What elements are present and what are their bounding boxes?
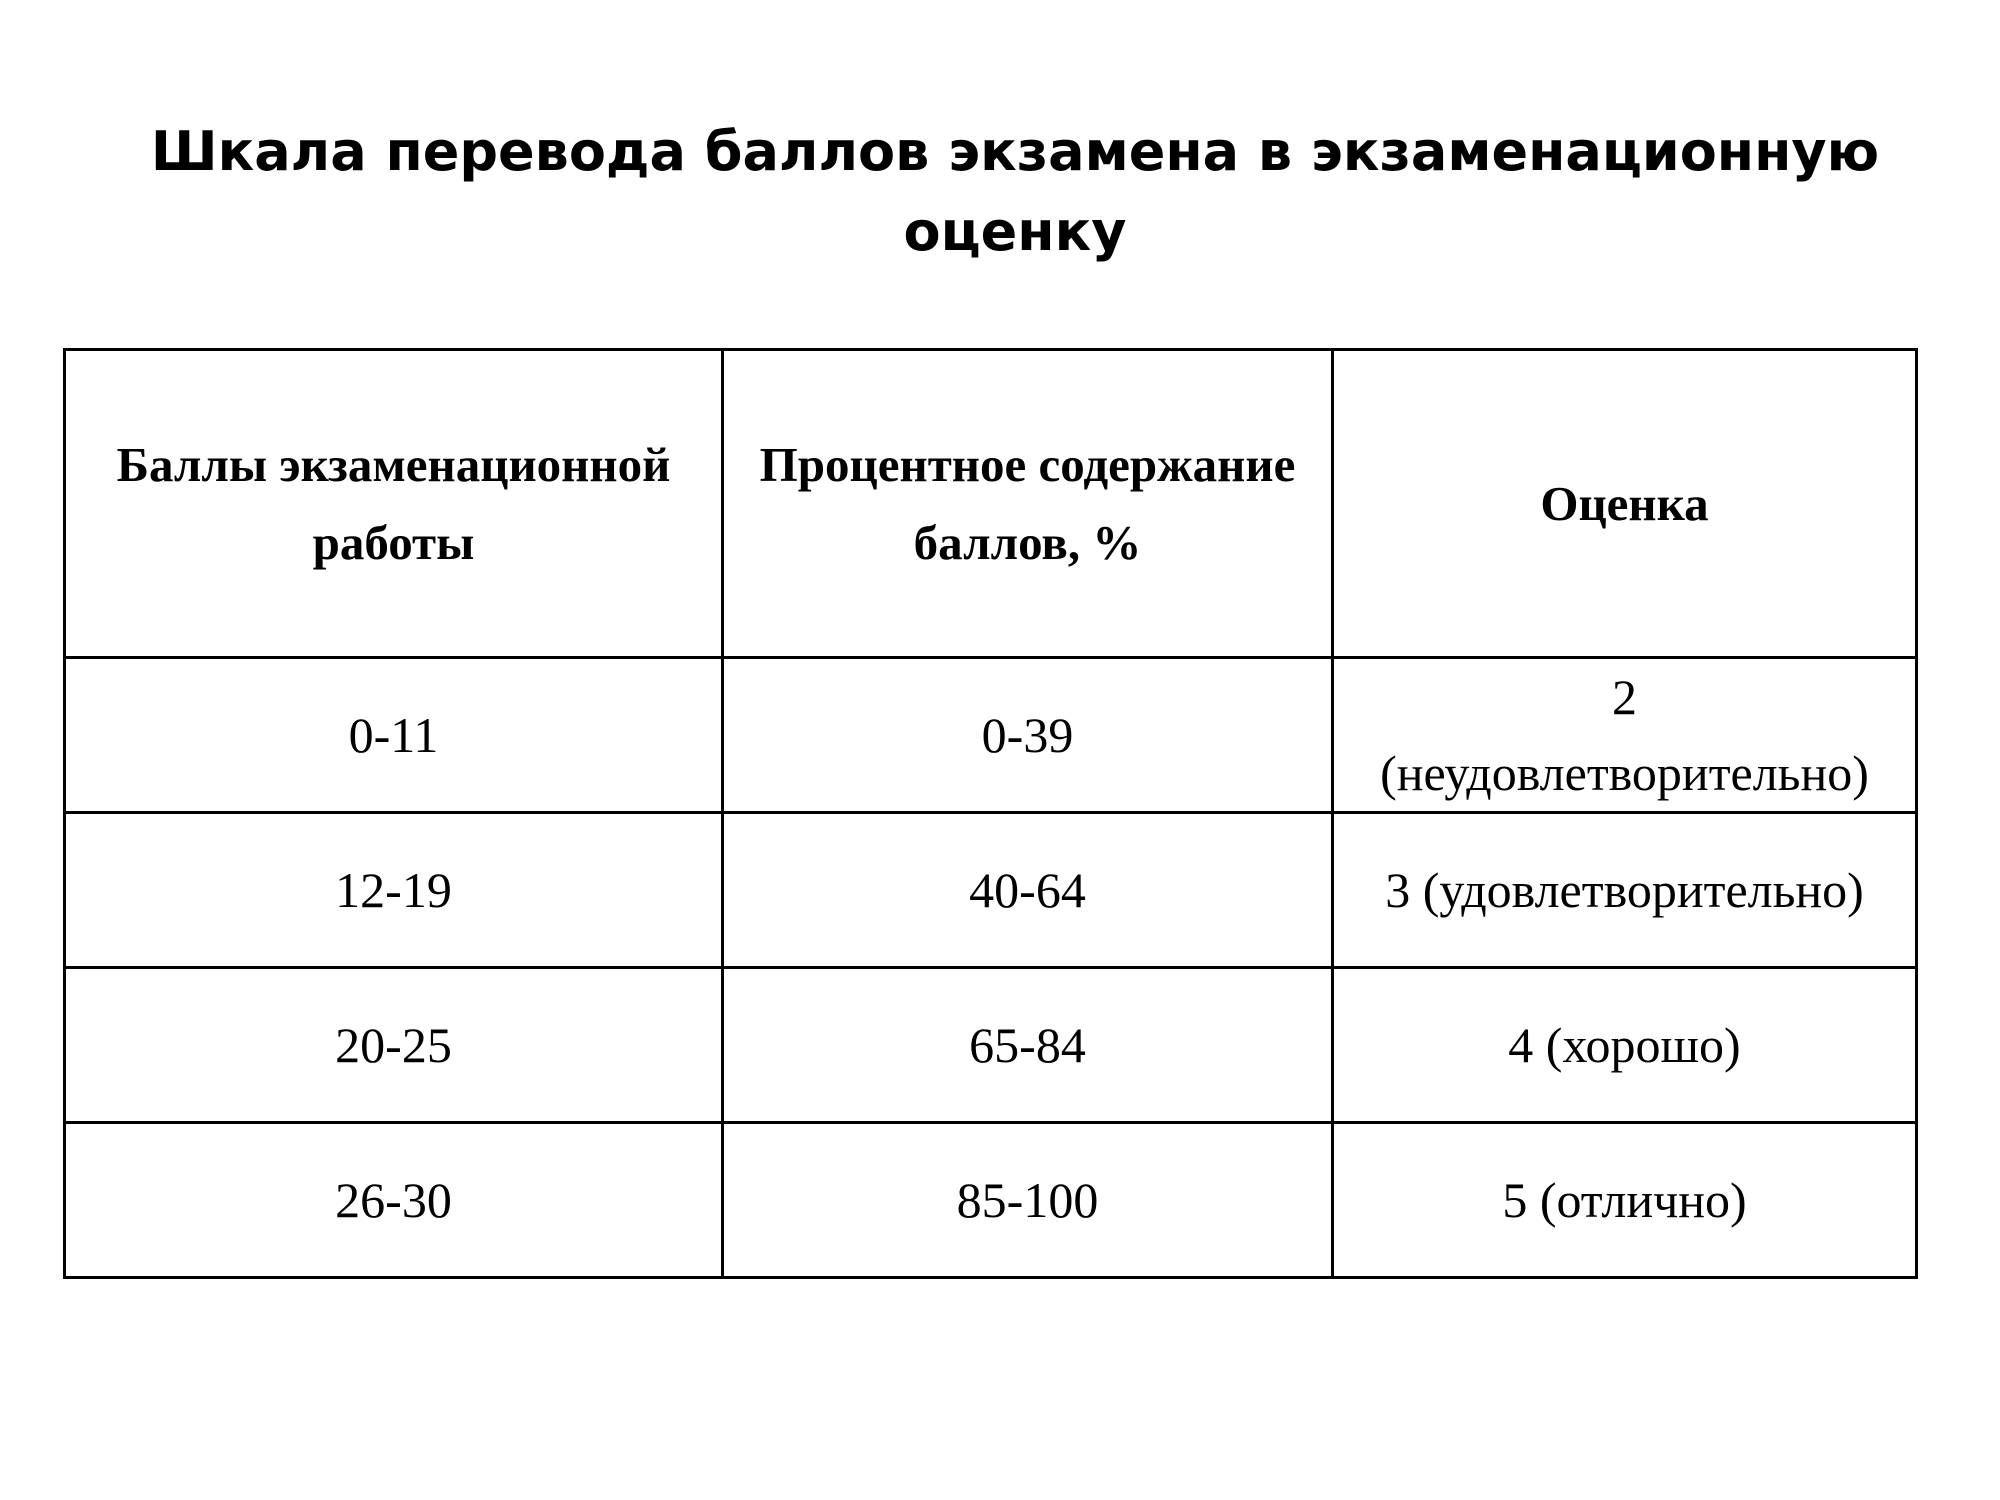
cell-percent: 85-100 bbox=[723, 1123, 1333, 1278]
page-title: Шкала перевода баллов экзамена в экзаменационную оценку bbox=[150, 120, 1880, 263]
table-row bbox=[65, 813, 1917, 968]
header-points: Баллы экзаменационной работы bbox=[65, 350, 723, 658]
cell-points: 26-30 bbox=[65, 1123, 723, 1278]
cell-points: 20-25 bbox=[65, 968, 723, 1123]
cell-points: 12-19 bbox=[65, 813, 723, 968]
cell-grade: 5 (отлично) bbox=[1333, 1123, 1917, 1278]
cell-percent: 65-84 bbox=[723, 968, 1333, 1123]
cell-grade: 3 (удовлетворительно) bbox=[1333, 813, 1917, 968]
header-grade: Оценка bbox=[1333, 350, 1917, 658]
table-row bbox=[65, 968, 1917, 1123]
table-row bbox=[65, 658, 1917, 813]
cell-grade bbox=[1333, 658, 1917, 813]
header-percent: Процентное содержание баллов, % bbox=[723, 350, 1333, 658]
cell-points: 0-11 bbox=[65, 658, 723, 813]
cell-percent: 0-39 bbox=[723, 658, 1333, 813]
grade-conversion-table bbox=[63, 348, 1918, 1279]
table-header-row bbox=[65, 350, 1917, 658]
cell-grade: 4 (хорошо) bbox=[1333, 968, 1917, 1123]
cell-percent: 40-64 bbox=[723, 813, 1333, 968]
grade-value: 2 bbox=[1612, 669, 1637, 725]
table-row bbox=[65, 1123, 1917, 1278]
grade-note: (неудовлетворительно) bbox=[1380, 745, 1869, 801]
